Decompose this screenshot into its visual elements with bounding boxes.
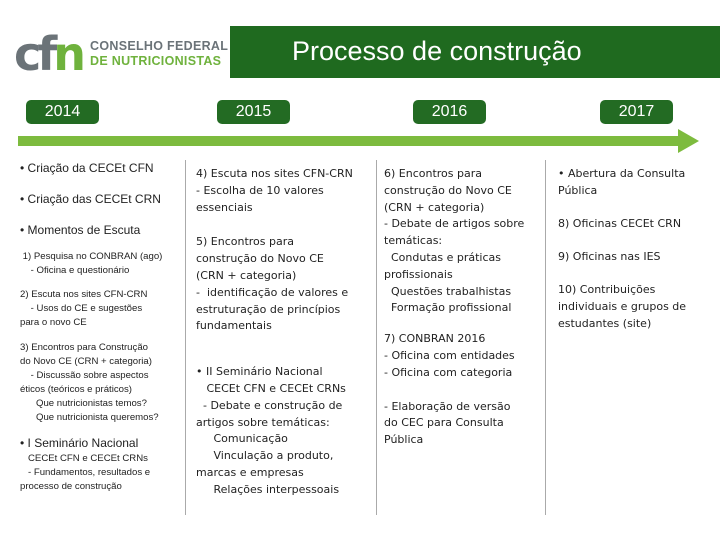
logo-line-2-main: NUTRICIONISTAS xyxy=(111,54,222,68)
text-line: (CRN + categoria) xyxy=(384,200,485,214)
text-line: CECEt CFN e CECEt CRNs xyxy=(20,453,148,464)
text-line: 7) CONBRAN 2016 xyxy=(384,332,486,346)
text-line: - Elaboração de versão xyxy=(384,399,511,413)
item-ii-seminario xyxy=(196,364,374,498)
text-line: Comunicação xyxy=(196,432,288,446)
sub-escuta-sites xyxy=(20,288,180,330)
item-oficinas-ies: 9) Oficinas nas IES xyxy=(558,250,661,264)
column-2015 xyxy=(196,161,374,499)
text-line: Condutas e práticas xyxy=(384,250,502,264)
logo-line-1: CONSELHO FEDERAL xyxy=(90,39,229,53)
item-encontros-construcao-2016 xyxy=(384,166,552,317)
item-conbran-2016 xyxy=(384,331,552,381)
item-encontros-construcao-2015 xyxy=(196,234,374,335)
logo-mark-cf: cf xyxy=(14,27,54,81)
column-2016 xyxy=(384,161,552,449)
text-line: - Escolha de 10 valores xyxy=(196,183,324,197)
text-line: Pública xyxy=(384,433,424,447)
text-line: 6) Encontros para xyxy=(384,167,482,180)
timeline-arrow-shape xyxy=(18,129,699,153)
text-line: - Oficina com categoria xyxy=(384,365,513,379)
text-line: Questões trabalhistas xyxy=(384,284,512,298)
text-line: éticos (teóricos e práticos) xyxy=(20,384,132,395)
slide-title: Processo de construção xyxy=(292,36,582,66)
text-line: 3) Encontros para Construção xyxy=(20,342,148,353)
text-line: Que nutricionistas temos? xyxy=(20,398,147,409)
text-line: • II Seminário Nacional xyxy=(196,365,323,379)
text-line: - Debate e construção de xyxy=(196,398,343,412)
text-line: - Discussão sobre aspectos xyxy=(20,370,149,381)
item-oficinas-cecet-crn: 8) Oficinas CECEt CRN xyxy=(558,216,682,230)
logo-mark-n: n xyxy=(53,27,83,81)
text-line: temáticas: xyxy=(384,234,443,248)
text-line: - Debate de artigos sobre xyxy=(384,217,525,231)
text-line: 2) Escuta nos sites CFN-CRN xyxy=(20,289,148,300)
text-line: do Novo CE (CRN + categoria) xyxy=(20,356,152,367)
text-line: - identificação de valores e xyxy=(196,285,349,299)
text-line: para o novo CE xyxy=(20,317,87,328)
item-criacao-cecet-crn: • Criação das CECEt CRN xyxy=(20,192,161,206)
text-line: marcas e empresas xyxy=(196,465,304,479)
text-line: (CRN + categoria) xyxy=(196,268,297,282)
timeline-arrow xyxy=(18,128,700,154)
year-badge-2014: 2014 xyxy=(26,100,99,124)
text-line: construção do Novo CE xyxy=(196,252,324,266)
item-elaboracao-versao xyxy=(384,399,552,449)
column-divider-2 xyxy=(376,160,377,515)
text-line: fundamentais xyxy=(196,319,272,333)
text-line: - Usos do CE e sugestões xyxy=(20,303,143,314)
item-i-seminario: • I Seminário Nacional xyxy=(20,436,139,450)
year-badge-2015: 2015 xyxy=(217,100,290,124)
logo-mark xyxy=(14,27,83,81)
text-line: profissionais xyxy=(384,267,453,281)
text-line: artigos sobre temáticas: xyxy=(196,415,330,429)
text-line: - Oficina com entidades xyxy=(384,348,515,362)
sub-i-seminario xyxy=(20,452,180,494)
text-line: Que nutricionista queremos? xyxy=(20,412,159,423)
text-line: estudantes (site) xyxy=(558,316,652,330)
sub-pesquisa-conbran xyxy=(20,250,180,278)
text-line: do CEC para Consulta xyxy=(384,416,504,430)
text-line: individuais e grupos de xyxy=(558,299,687,313)
cfn-logo xyxy=(14,27,229,81)
logo-wordmark xyxy=(90,39,228,69)
year-badge-2017: 2017 xyxy=(600,100,673,124)
column-2014 xyxy=(20,161,180,494)
text-line: processo de construção xyxy=(20,481,122,492)
text-line: estruturação de princípios xyxy=(196,302,341,316)
sub-encontros-construcao xyxy=(20,341,180,425)
column-divider-1 xyxy=(185,160,186,515)
text-line: essenciais xyxy=(196,200,253,214)
text-line: 5) Encontros para xyxy=(196,235,294,249)
text-line: - Oficina e questionário xyxy=(20,265,130,276)
item-abertura-consulta xyxy=(558,166,708,200)
item-contribuicoes xyxy=(558,282,708,332)
text-line: CECEt CFN e CECEt CRNs xyxy=(196,381,346,395)
text-line: Relações interpessoais xyxy=(196,482,340,496)
text-line: • Abertura da Consulta xyxy=(558,167,686,180)
text-line: construção do Novo CE xyxy=(384,183,512,197)
text-line: Vinculação a produto, xyxy=(196,449,334,463)
item-criacao-cecet-cfn: • Criação da CECEt CFN xyxy=(20,161,154,175)
text-line: Formação profissional xyxy=(384,301,512,315)
year-badge-2016: 2016 xyxy=(413,100,486,124)
logo-line-2-prefix: DE xyxy=(90,54,112,68)
text-line: 4) Escuta nos sites CFN-CRN xyxy=(196,167,353,180)
text-line: 10) Contribuições xyxy=(558,283,656,297)
text-line: 1) Pesquisa no CONBRAN (ago) xyxy=(20,251,163,262)
item-momentos-escuta: • Momentos de Escuta xyxy=(20,223,141,237)
item-escuta-sites-valores xyxy=(196,166,374,216)
text-line: - Fundamentos, resultados e xyxy=(20,467,151,478)
text-line: Pública xyxy=(558,183,598,197)
column-2017 xyxy=(558,161,708,333)
logo-line-2 xyxy=(90,54,228,69)
